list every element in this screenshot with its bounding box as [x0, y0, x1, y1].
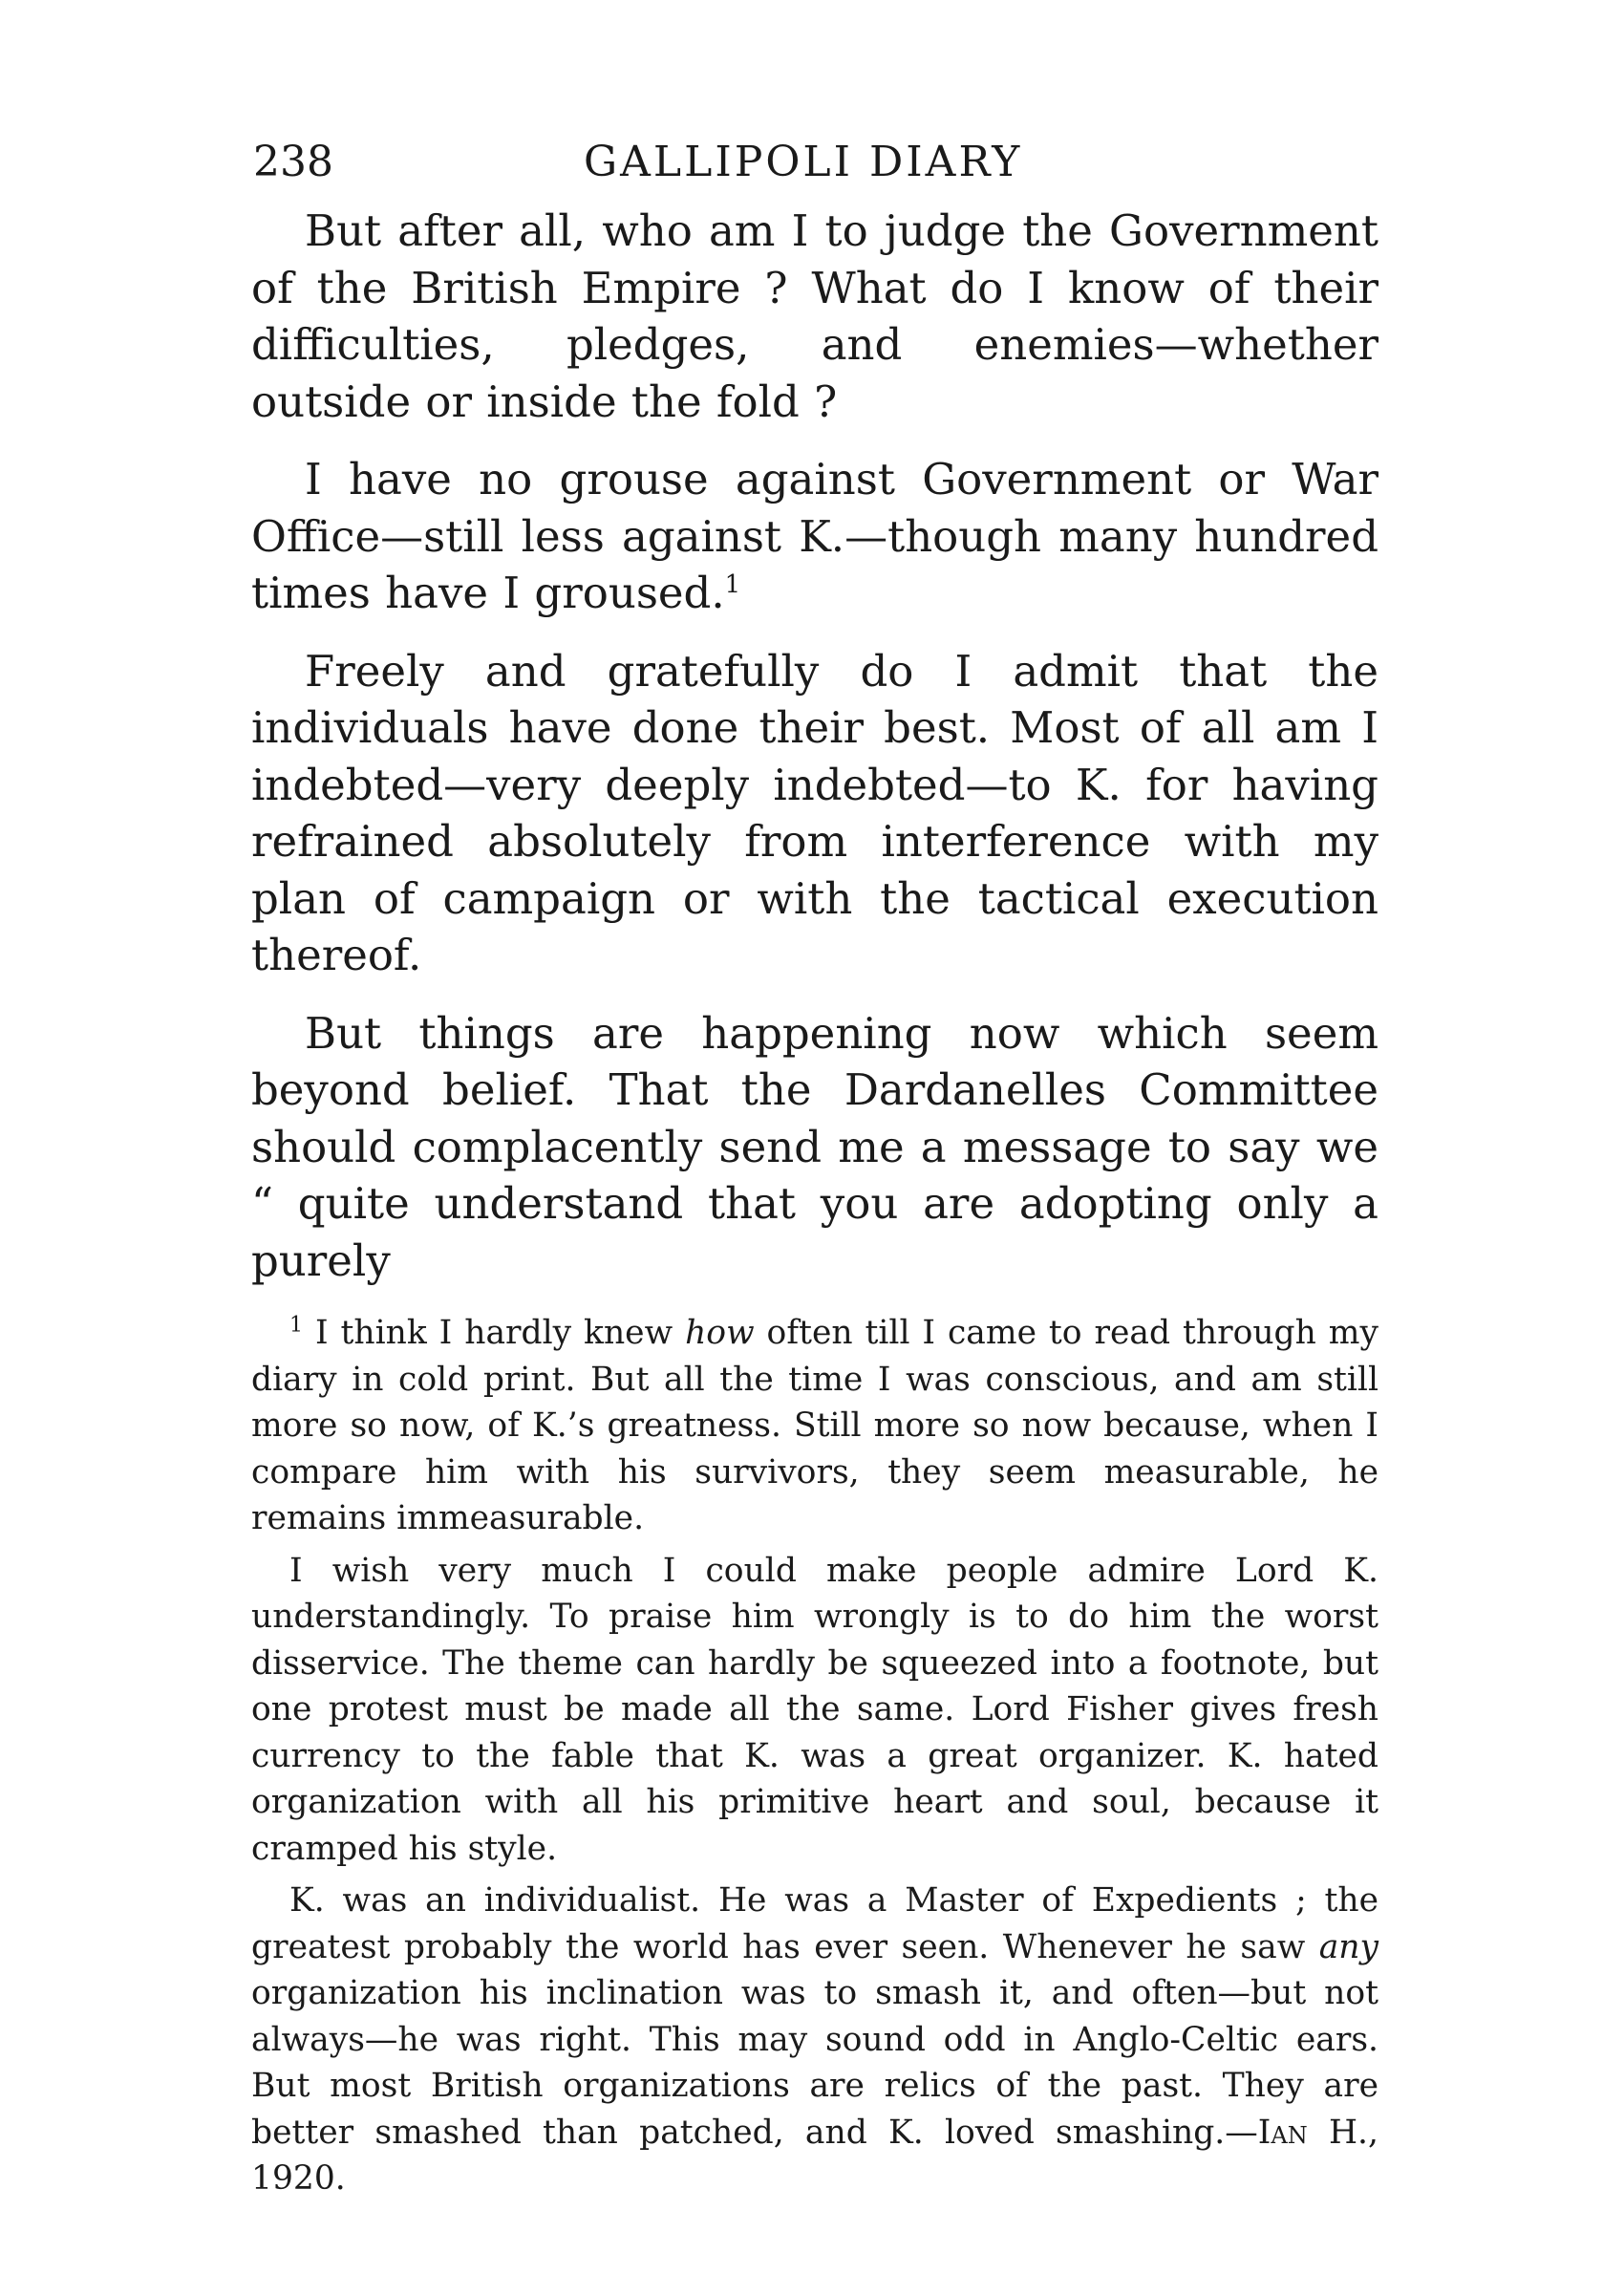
page-number: 238	[253, 138, 333, 186]
paragraph-3: Freely and gratefully do I admit that the individuals have done their best. Most of all am I indebted—very deeply indebted—to K. for having refrained absolutely from interference with my plan of campaign or with the tactical execution thereof.	[251, 645, 1378, 980]
footnote-paragraph-3	[251, 1878, 1378, 2202]
footnote-marker: 1	[289, 1313, 303, 1338]
paragraph-2	[251, 451, 1378, 622]
main-text	[251, 203, 1378, 1289]
paragraph-4: But things are happening now which seem beyond belief. That the Dardanelles Committee should complacently send me a message to say we “ quite understand that you are adopting only a purely	[251, 1007, 1378, 1286]
footnote-year: , 1920.	[251, 2113, 1378, 2198]
footnote-paragraph-1	[251, 1310, 1378, 1542]
book-page	[251, 124, 1378, 2208]
running-head: GALLIPOLI DIARY	[584, 138, 1023, 186]
footnote-paragraph-2: I wish very much I could make people admire Lord K. understandingly. To praise him wrongly is to do him the worst disservice. The theme can hardly be squeezed into a footnote, but one protest must be made all the same. Lord Fisher gives fresh currency to the fable that K. was a great organizer. K. hated organization with all his primitive heart and soul, because it cramped his style.	[251, 1551, 1378, 1868]
paragraph-2-text: I have no grouse against Government or War Office—still less against K.—though many hundred times have I groused.	[251, 454, 1378, 618]
footnote-p3-b: organization his inclination was to smash it, and often—but not always—he was right. This may sound odd in Anglo-Celtic ears. But most British organizations are relics of the past. They are better smashed than patched, and K. loved smashing.—	[251, 1974, 1378, 2152]
footnote-p1-a: I think I hardly knew	[314, 1314, 686, 1352]
footnote-p3-a: K. was an individualist. He was a Master of Expedients ; the greatest probably the world has ever seen. Whenever he saw	[251, 1881, 1378, 1966]
footnote-reference: 1	[724, 570, 741, 599]
footnote	[251, 1310, 1378, 2202]
footnote-p1-italic: how	[685, 1314, 755, 1352]
footnote-signature: Ian H.	[1257, 2113, 1369, 2152]
paragraph-1: But after all, who am I to judge the Government of the British Empire ? What do I know of their difficulties, pledges, and enemies—whether outside or inside the fold ?	[251, 205, 1378, 427]
footnote-p3-italic: any	[1318, 1927, 1378, 1966]
page-header	[251, 124, 1378, 201]
footnote-p1-b: often till I came to read through my diary in cold print. But all the time I was conscious, and am still more so now, of K.’s greatness. Still more so now because, when I compare him with his survivors, they seem measurable, he remains immeasurable.	[251, 1314, 1379, 1537]
